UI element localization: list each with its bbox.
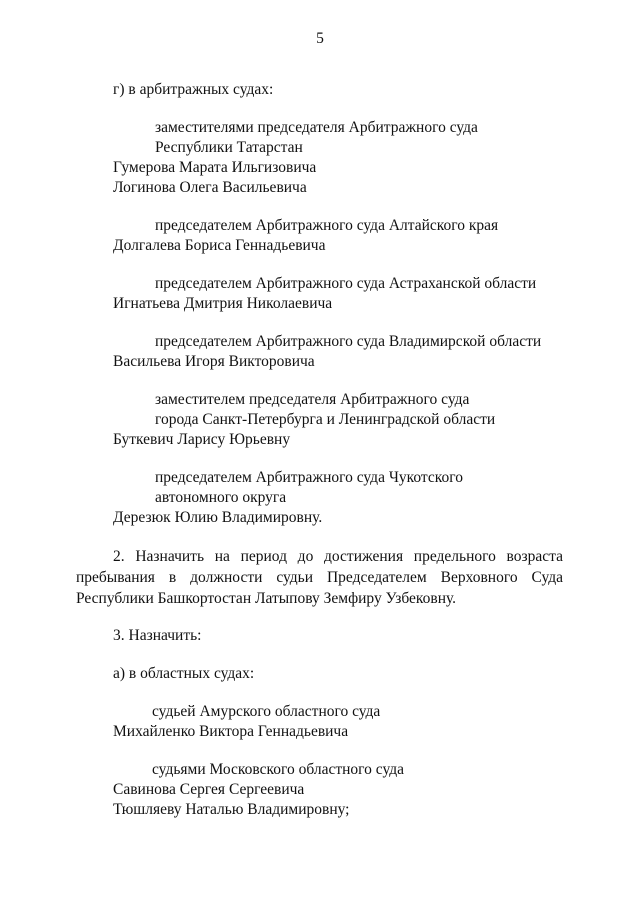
appointment-position: председателем Арбитражного суда Астраханской области <box>155 275 537 292</box>
appointee-name: Дерезюк Юлию Владимировну. <box>113 509 323 526</box>
section-g-heading: г) в арбитражных судах: <box>113 81 274 98</box>
appointee-name: Игнатьева Дмитрия Николаевича <box>113 295 333 312</box>
appointment-position: председателем Арбитражного суда Алтайского края <box>155 217 499 234</box>
item-2-line: 2. Назначить на период до достижения предельного возраста <box>113 548 563 565</box>
appointment-position: города Санкт-Петербурга и Ленинградской области <box>155 411 496 428</box>
appointment-position: автономного округа <box>155 489 287 506</box>
appointment-position: судьями Московского областного суда <box>152 761 404 778</box>
appointment-position: заместителями председателя Арбитражного суда <box>155 119 478 136</box>
item-3-heading: 3. Назначить: <box>113 627 202 644</box>
page-number: 5 <box>316 30 324 47</box>
appointment-position: председателем Арбитражного суда Чукотского <box>155 469 463 486</box>
appointment-position: Республики Татарстан <box>155 139 303 156</box>
item-2-line: пребывания в должности судьи Председателем Верховного Суда <box>76 569 563 586</box>
appointment-position: судьей Амурского областного суда <box>152 703 381 720</box>
appointment-position: заместителем председателя Арбитражного суда <box>155 391 470 408</box>
item-3a-heading: а) в областных судах: <box>113 665 255 682</box>
appointee-name: Логинова Олега Васильевича <box>113 179 307 196</box>
appointee-name: Тюшляеву Наталью Владимировну; <box>113 801 350 818</box>
appointee-name: Савинова Сергея Сергеевича <box>113 781 305 798</box>
appointee-name: Михайленко Виктора Геннадьевича <box>113 723 349 740</box>
appointment-position: председателем Арбитражного суда Владимирской области <box>155 333 542 350</box>
appointee-name: Гумерова Марата Ильгизовича <box>113 159 317 176</box>
appointee-name: Васильева Игоря Викторовича <box>113 353 315 370</box>
appointee-name: Долгалева Бориса Геннадьевича <box>113 237 326 254</box>
item-2-line: Республики Башкортостан Латыпову Земфиру Узбековну. <box>76 590 457 607</box>
appointee-name: Буткевич Ларису Юрьевну <box>113 431 291 448</box>
